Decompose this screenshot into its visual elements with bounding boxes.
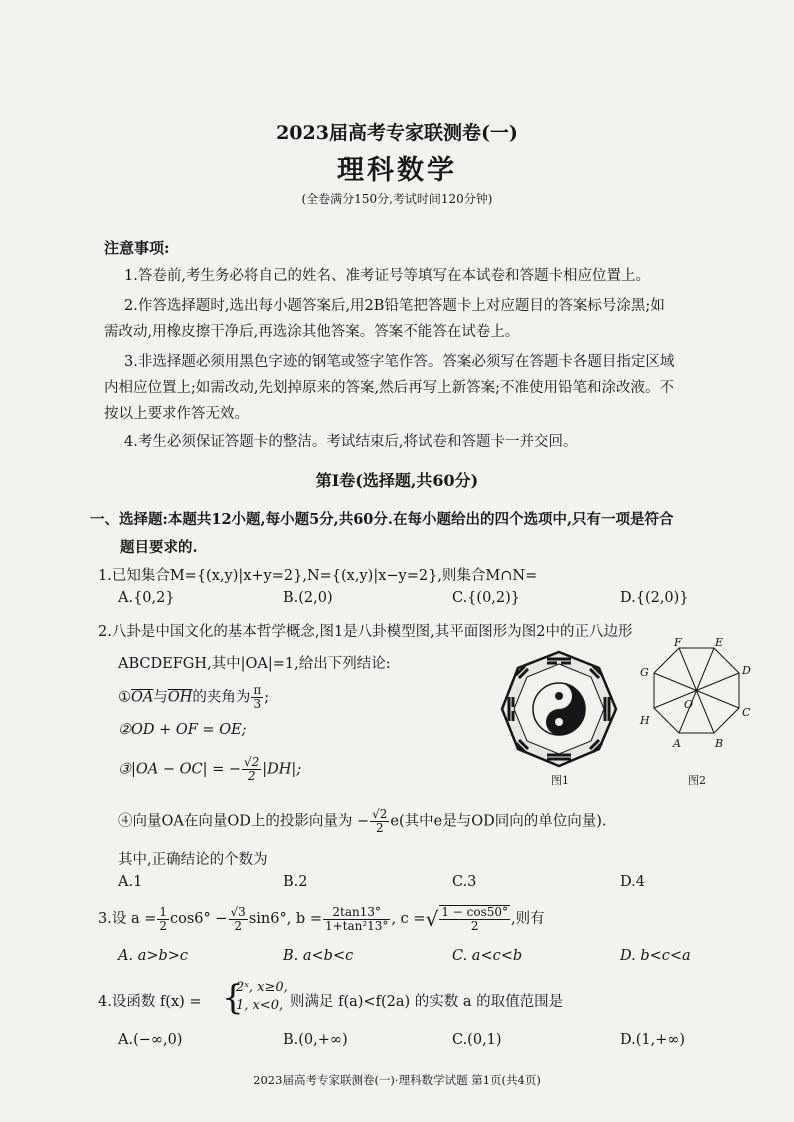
vertex-label-b: B: [715, 737, 724, 750]
q4-stem-pre: 4.设函数 f(x) =: [98, 994, 202, 1010]
note-2b: 需改动,用橡皮擦干净后,再选涂其他答案。答案不能答在试卷上。: [104, 324, 520, 340]
notes-heading: 注意事项:: [104, 239, 170, 257]
q2-question: 其中,正确结论的个数为: [118, 852, 268, 868]
q2-option-d: D.4: [620, 874, 645, 890]
q4-brace: {: [222, 978, 244, 1018]
exam-title: 2023届高考专家联测卷(一): [276, 122, 518, 144]
section-title: 第Ⅰ卷(选择题,共60分): [315, 471, 479, 490]
note-2a: 2.作答选择题时,选出每小题答案后,用2B铅笔把答题卡上对应题目的答案标号涂黑;如: [124, 298, 665, 314]
vertex-label-c: C: [742, 706, 751, 719]
q1-stem: 1.已知集合M={(x,y)|x+y=2},N={(x,y)|x−y=2},则集合M∩N=: [98, 568, 538, 584]
q4-option-d: D.(1,+∞): [620, 1032, 686, 1048]
q2-conclusion-3: ③|OA − OC| = − $\frac{√2}{2}$ |DH|;: [118, 755, 302, 783]
q2-stem-a: 2.八卦是中国文化的基本哲学概念,图1是八卦模型图,其平面图形为图2中的正八边形: [98, 624, 633, 640]
bagua-figure: [500, 650, 618, 768]
q1-option-a: A.{0,2}: [118, 590, 175, 606]
note-3c: 按以上要求作答无效。: [104, 406, 249, 422]
q2-conclusion-2: ②OD + OF = OE;: [118, 722, 247, 738]
vertex-label-g: G: [640, 666, 649, 679]
exam-info: (全卷满分150分,考试时间120分钟): [301, 192, 493, 206]
q1-option-c: C.{(0,2)}: [452, 590, 521, 606]
q4-option-c: C.(0,1): [452, 1032, 502, 1048]
vertex-label-a: A: [673, 737, 681, 750]
vertex-label-f: F: [674, 636, 682, 649]
q4-stem-post: 则满足 f(a)<f(2a) 的实数 a 的取值范围是: [290, 994, 564, 1010]
center-label-o: O: [684, 698, 694, 711]
q2-stem-b: ABCDEFGH,其中|OA|=1,给出下列结论:: [118, 656, 391, 672]
q2-option-a: A.1: [118, 874, 143, 890]
q3-stem: 3.设 a = $\frac{1}{2}$ cos6° − $\frac{√3}{2}$ sin6°, b = $\frac{2\tan 13^\circ}{\text{1+tan²13°}}$ , c =√ $\frac{1 - \cos 50^\circ}{2}$ ,则有: [98, 904, 545, 933]
figure-2-caption: 图2: [688, 774, 706, 787]
q3-option-a: A. a>b>c: [118, 948, 189, 964]
q1-option-d: D.{(2,0)}: [620, 590, 689, 606]
q4-option-a: A.(−∞,0): [118, 1032, 183, 1048]
q2-option-b: B.2: [283, 874, 308, 890]
q3-option-d: D. b<c<a: [620, 948, 691, 964]
note-4: 4.考生必须保证答题卡的整洁。考试结束后,将试卷和答题卡一并交回。: [124, 434, 578, 450]
page-footer: 2023届高考专家联测卷(一)·理科数学试题 第1页(共4页): [253, 1073, 541, 1087]
q4-option-b: B.(0,+∞): [283, 1032, 348, 1048]
q1-option-b: B.(2,0): [283, 590, 333, 606]
q4-case-2: 1, x<0,: [236, 998, 284, 1013]
figure-1-caption: 图1: [551, 774, 569, 787]
section-intro-a: 一、选择题:本题共12小题,每小题5分,共60分.在每小题给出的四个选项中,只有一项是符合: [90, 511, 674, 528]
note-3b: 内相应位置上;如需改动,先划掉原来的答案,然后再写上新答案;不准使用铅笔和涂改液。不: [104, 380, 674, 396]
q3-option-b: B. a<b<c: [283, 948, 354, 964]
octagon-figure: [632, 636, 762, 766]
q4-case-1: 2ˣ, x≥0,: [236, 980, 288, 995]
section-intro-b: 题目要求的.: [120, 539, 198, 556]
subject-title: 理科数学: [337, 155, 457, 186]
note-1: 1.答卷前,考生务必将自己的姓名、准考证号等填写在本试卷和答题卡相应位置上。: [124, 268, 650, 284]
note-3a: 3.非选择题必须用黑色字迹的钢笔或签字笔作答。答案必须写在答题卡各题目指定区域: [124, 354, 675, 370]
q3-option-c: C. a<c<b: [452, 948, 523, 964]
vertex-label-d: D: [742, 664, 751, 677]
vertex-label-h: H: [640, 714, 650, 727]
q2-conclusion-4: ④向量OA在向量OD上的投影向量为 − $\frac{√2}{2}$ e(其中e是与OD同向的单位向量).: [118, 807, 607, 835]
vertex-label-e: E: [715, 636, 724, 649]
q2-conclusion-1: $①\overline{OA}$与$\overline{OH}$的夹角为 $\frac{\pi}{3}$ ;: [118, 683, 270, 711]
q2-option-c: C.3: [452, 874, 477, 890]
